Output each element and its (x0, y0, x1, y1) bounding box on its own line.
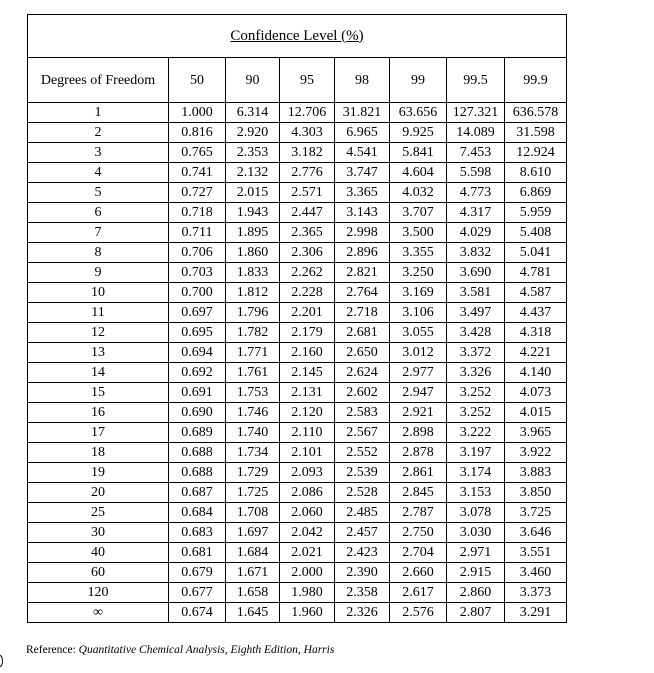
value-cell: 2.571 (280, 183, 335, 203)
value-cell: 4.140 (505, 363, 567, 383)
value-cell: 127.321 (447, 103, 505, 123)
value-cell: 2.447 (280, 203, 335, 223)
level-header: 99.9 (505, 58, 567, 103)
value-cell: 4.318 (505, 323, 567, 343)
value-cell: 1.740 (226, 423, 280, 443)
value-cell: 2.228 (280, 283, 335, 303)
value-cell: 2.101 (280, 443, 335, 463)
value-cell: 0.703 (169, 263, 226, 283)
reference-note (26, 644, 334, 656)
value-cell: 4.015 (505, 403, 567, 423)
value-cell: 2.132 (226, 163, 280, 183)
level-header: 99.5 (447, 58, 505, 103)
value-cell: 3.922 (505, 443, 567, 463)
value-cell: 2.358 (335, 583, 390, 603)
value-cell: 2.145 (280, 363, 335, 383)
value-cell: 2.896 (335, 243, 390, 263)
value-cell: 8.610 (505, 163, 567, 183)
table-row (28, 563, 567, 583)
value-cell: 2.485 (335, 503, 390, 523)
value-cell: 2.860 (447, 583, 505, 603)
df-cell: 9 (28, 263, 169, 283)
value-cell: 3.581 (447, 283, 505, 303)
value-cell: 2.977 (390, 363, 447, 383)
value-cell: 2.821 (335, 263, 390, 283)
value-cell: 3.250 (390, 263, 447, 283)
value-cell: 4.541 (335, 143, 390, 163)
value-cell: 3.252 (447, 383, 505, 403)
value-cell: 4.781 (505, 263, 567, 283)
value-cell: 2.920 (226, 123, 280, 143)
value-cell: 4.221 (505, 343, 567, 363)
value-cell: 1.725 (226, 483, 280, 503)
value-cell: 2.898 (390, 423, 447, 443)
value-cell: 2.764 (335, 283, 390, 303)
value-cell: 1.671 (226, 563, 280, 583)
table-row (28, 443, 567, 463)
value-cell: 1.761 (226, 363, 280, 383)
value-cell: 7.453 (447, 143, 505, 163)
edge-mark (0, 655, 3, 667)
table-row (28, 223, 567, 243)
level-header: 90 (226, 58, 280, 103)
value-cell: 0.706 (169, 243, 226, 263)
df-cell: 6 (28, 203, 169, 223)
df-cell: 17 (28, 423, 169, 443)
value-cell: 2.776 (280, 163, 335, 183)
value-cell: 2.306 (280, 243, 335, 263)
df-cell: 13 (28, 343, 169, 363)
df-cell: 11 (28, 303, 169, 323)
value-cell: 0.695 (169, 323, 226, 343)
value-cell: 3.646 (505, 523, 567, 543)
value-cell: 1.980 (280, 583, 335, 603)
df-cell: 30 (28, 523, 169, 543)
value-cell: 3.373 (505, 583, 567, 603)
value-cell: 6.869 (505, 183, 567, 203)
value-cell: 0.689 (169, 423, 226, 443)
reference-source: Quantitative Chemical Analysis, Eighth Edition, Harris (78, 644, 335, 656)
value-cell: 2.660 (390, 563, 447, 583)
value-cell: 2.552 (335, 443, 390, 463)
value-cell: 3.143 (335, 203, 390, 223)
df-cell: 40 (28, 543, 169, 563)
value-cell: 4.773 (447, 183, 505, 203)
value-cell: 2.000 (280, 563, 335, 583)
df-cell: 7 (28, 223, 169, 243)
table-title: Confidence Level (%) (28, 15, 567, 58)
value-cell: 0.697 (169, 303, 226, 323)
value-cell: 0.694 (169, 343, 226, 363)
value-cell: 3.883 (505, 463, 567, 483)
value-cell: 2.120 (280, 403, 335, 423)
value-cell: 1.960 (280, 603, 335, 623)
value-cell: 1.860 (226, 243, 280, 263)
value-cell: 2.326 (335, 603, 390, 623)
value-cell: 3.078 (447, 503, 505, 523)
value-cell: 3.326 (447, 363, 505, 383)
value-cell: 2.423 (335, 543, 390, 563)
value-cell: 2.042 (280, 523, 335, 543)
value-cell: 2.998 (335, 223, 390, 243)
value-cell: 2.583 (335, 403, 390, 423)
df-cell: 60 (28, 563, 169, 583)
value-cell: 0.687 (169, 483, 226, 503)
value-cell: 4.303 (280, 123, 335, 143)
value-cell: 0.711 (169, 223, 226, 243)
value-cell: 3.365 (335, 183, 390, 203)
value-cell: 3.500 (390, 223, 447, 243)
table-row (28, 503, 567, 523)
value-cell: 2.915 (447, 563, 505, 583)
value-cell: 5.041 (505, 243, 567, 263)
df-cell: 16 (28, 403, 169, 423)
value-cell: 2.921 (390, 403, 447, 423)
value-cell: 0.692 (169, 363, 226, 383)
value-cell: 3.169 (390, 283, 447, 303)
value-cell: 2.201 (280, 303, 335, 323)
value-cell: 3.355 (390, 243, 447, 263)
value-cell: 3.197 (447, 443, 505, 463)
table-row (28, 103, 567, 123)
value-cell: 4.437 (505, 303, 567, 323)
value-cell: 3.174 (447, 463, 505, 483)
value-cell: 3.252 (447, 403, 505, 423)
table-row (28, 343, 567, 363)
value-cell: 0.700 (169, 283, 226, 303)
table-row (28, 603, 567, 623)
value-cell: 0.765 (169, 143, 226, 163)
value-cell: 3.153 (447, 483, 505, 503)
value-cell: 2.093 (280, 463, 335, 483)
reference-label: Reference: (26, 644, 79, 656)
value-cell: 0.741 (169, 163, 226, 183)
value-cell: 4.032 (390, 183, 447, 203)
level-header: 99 (390, 58, 447, 103)
value-cell: 3.707 (390, 203, 447, 223)
value-cell: 2.878 (390, 443, 447, 463)
df-cell: 15 (28, 383, 169, 403)
value-cell: 12.706 (280, 103, 335, 123)
value-cell: 0.727 (169, 183, 226, 203)
value-cell: 2.681 (335, 323, 390, 343)
value-cell: 14.089 (447, 123, 505, 143)
value-cell: 1.645 (226, 603, 280, 623)
df-cell: 8 (28, 243, 169, 263)
value-cell: 1.000 (169, 103, 226, 123)
df-cell: 3 (28, 143, 169, 163)
value-cell: 2.021 (280, 543, 335, 563)
value-cell: 3.690 (447, 263, 505, 283)
value-cell: 1.833 (226, 263, 280, 283)
value-cell: 5.959 (505, 203, 567, 223)
value-cell: 0.690 (169, 403, 226, 423)
level-header: 50 (169, 58, 226, 103)
table-row (28, 303, 567, 323)
value-cell: 3.497 (447, 303, 505, 323)
df-cell: 120 (28, 583, 169, 603)
value-cell: 2.528 (335, 483, 390, 503)
value-cell: 1.771 (226, 343, 280, 363)
df-cell: 20 (28, 483, 169, 503)
value-cell: 1.729 (226, 463, 280, 483)
value-cell: 0.718 (169, 203, 226, 223)
value-cell: 2.179 (280, 323, 335, 343)
value-cell: 1.734 (226, 443, 280, 463)
df-cell: 14 (28, 363, 169, 383)
value-cell: 2.650 (335, 343, 390, 363)
value-cell: 2.971 (447, 543, 505, 563)
value-cell: 2.861 (390, 463, 447, 483)
df-cell: 10 (28, 283, 169, 303)
value-cell: 0.691 (169, 383, 226, 403)
table-row (28, 403, 567, 423)
value-cell: 3.182 (280, 143, 335, 163)
value-cell: 1.708 (226, 503, 280, 523)
value-cell: 2.060 (280, 503, 335, 523)
value-cell: 3.106 (390, 303, 447, 323)
value-cell: 9.925 (390, 123, 447, 143)
value-cell: 0.677 (169, 583, 226, 603)
table-row (28, 183, 567, 203)
value-cell: 0.688 (169, 463, 226, 483)
value-cell: 2.390 (335, 563, 390, 583)
table-row (28, 363, 567, 383)
value-cell: 4.029 (447, 223, 505, 243)
value-cell: 3.850 (505, 483, 567, 503)
value-cell: 0.688 (169, 443, 226, 463)
value-cell: 1.895 (226, 223, 280, 243)
value-cell: 4.604 (390, 163, 447, 183)
value-cell: 2.807 (447, 603, 505, 623)
value-cell: 3.012 (390, 343, 447, 363)
value-cell: 0.683 (169, 523, 226, 543)
value-cell: 4.317 (447, 203, 505, 223)
value-cell: 63.656 (390, 103, 447, 123)
value-cell: 0.674 (169, 603, 226, 623)
table-row (28, 423, 567, 443)
value-cell: 2.947 (390, 383, 447, 403)
table-row (28, 323, 567, 343)
value-cell: 3.725 (505, 503, 567, 523)
df-cell: 2 (28, 123, 169, 143)
level-header: 98 (335, 58, 390, 103)
table-row (28, 383, 567, 403)
value-cell: 0.679 (169, 563, 226, 583)
table-row (28, 243, 567, 263)
value-cell: 1.753 (226, 383, 280, 403)
table-row (28, 163, 567, 183)
value-cell: 31.821 (335, 103, 390, 123)
df-cell: 5 (28, 183, 169, 203)
value-cell: 2.160 (280, 343, 335, 363)
value-cell: 1.943 (226, 203, 280, 223)
value-cell: 636.578 (505, 103, 567, 123)
table-row (28, 123, 567, 143)
value-cell: 3.747 (335, 163, 390, 183)
value-cell: 31.598 (505, 123, 567, 143)
value-cell: 3.291 (505, 603, 567, 623)
value-cell: 6.314 (226, 103, 280, 123)
value-cell: 5.408 (505, 223, 567, 243)
value-cell: 5.841 (390, 143, 447, 163)
df-cell: 12 (28, 323, 169, 343)
value-cell: 4.587 (505, 283, 567, 303)
value-cell: 1.782 (226, 323, 280, 343)
df-cell: 25 (28, 503, 169, 523)
t-distribution-table (27, 14, 567, 623)
value-cell: 3.460 (505, 563, 567, 583)
value-cell: 2.750 (390, 523, 447, 543)
value-cell: 4.073 (505, 383, 567, 403)
value-cell: 2.015 (226, 183, 280, 203)
value-cell: 0.681 (169, 543, 226, 563)
value-cell: 3.965 (505, 423, 567, 443)
value-cell: 3.551 (505, 543, 567, 563)
value-cell: 12.924 (505, 143, 567, 163)
value-cell: 3.832 (447, 243, 505, 263)
value-cell: 2.704 (390, 543, 447, 563)
table-row (28, 263, 567, 283)
df-cell: 4 (28, 163, 169, 183)
value-cell: 2.845 (390, 483, 447, 503)
value-cell: 2.110 (280, 423, 335, 443)
table-row (28, 523, 567, 543)
value-cell: 2.576 (390, 603, 447, 623)
value-cell: 1.796 (226, 303, 280, 323)
value-cell: 1.697 (226, 523, 280, 543)
table-row (28, 483, 567, 503)
level-header: 95 (280, 58, 335, 103)
value-cell: 6.965 (335, 123, 390, 143)
value-cell: 2.567 (335, 423, 390, 443)
value-cell: 1.684 (226, 543, 280, 563)
value-cell: 0.816 (169, 123, 226, 143)
value-cell: 1.658 (226, 583, 280, 603)
df-cell: 19 (28, 463, 169, 483)
table-body (28, 103, 567, 623)
header-row (28, 58, 567, 103)
value-cell: 2.262 (280, 263, 335, 283)
value-cell: 3.030 (447, 523, 505, 543)
value-cell: 1.812 (226, 283, 280, 303)
value-cell: 2.539 (335, 463, 390, 483)
table-row (28, 283, 567, 303)
value-cell: 3.222 (447, 423, 505, 443)
value-cell: 5.598 (447, 163, 505, 183)
table-row (28, 543, 567, 563)
value-cell: 3.428 (447, 323, 505, 343)
value-cell: 2.718 (335, 303, 390, 323)
value-cell: 2.624 (335, 363, 390, 383)
value-cell: 2.086 (280, 483, 335, 503)
df-cell: ∞ (28, 603, 169, 623)
df-cell: 18 (28, 443, 169, 463)
df-header: Degrees of Freedom (28, 58, 169, 103)
value-cell: 2.131 (280, 383, 335, 403)
table-row (28, 143, 567, 163)
value-cell: 2.617 (390, 583, 447, 603)
value-cell: 0.684 (169, 503, 226, 523)
table-row (28, 583, 567, 603)
df-cell: 1 (28, 103, 169, 123)
value-cell: 2.365 (280, 223, 335, 243)
value-cell: 2.787 (390, 503, 447, 523)
table-row (28, 203, 567, 223)
value-cell: 2.457 (335, 523, 390, 543)
value-cell: 2.353 (226, 143, 280, 163)
table-row (28, 463, 567, 483)
value-cell: 2.602 (335, 383, 390, 403)
value-cell: 3.055 (390, 323, 447, 343)
value-cell: 1.746 (226, 403, 280, 423)
value-cell: 3.372 (447, 343, 505, 363)
